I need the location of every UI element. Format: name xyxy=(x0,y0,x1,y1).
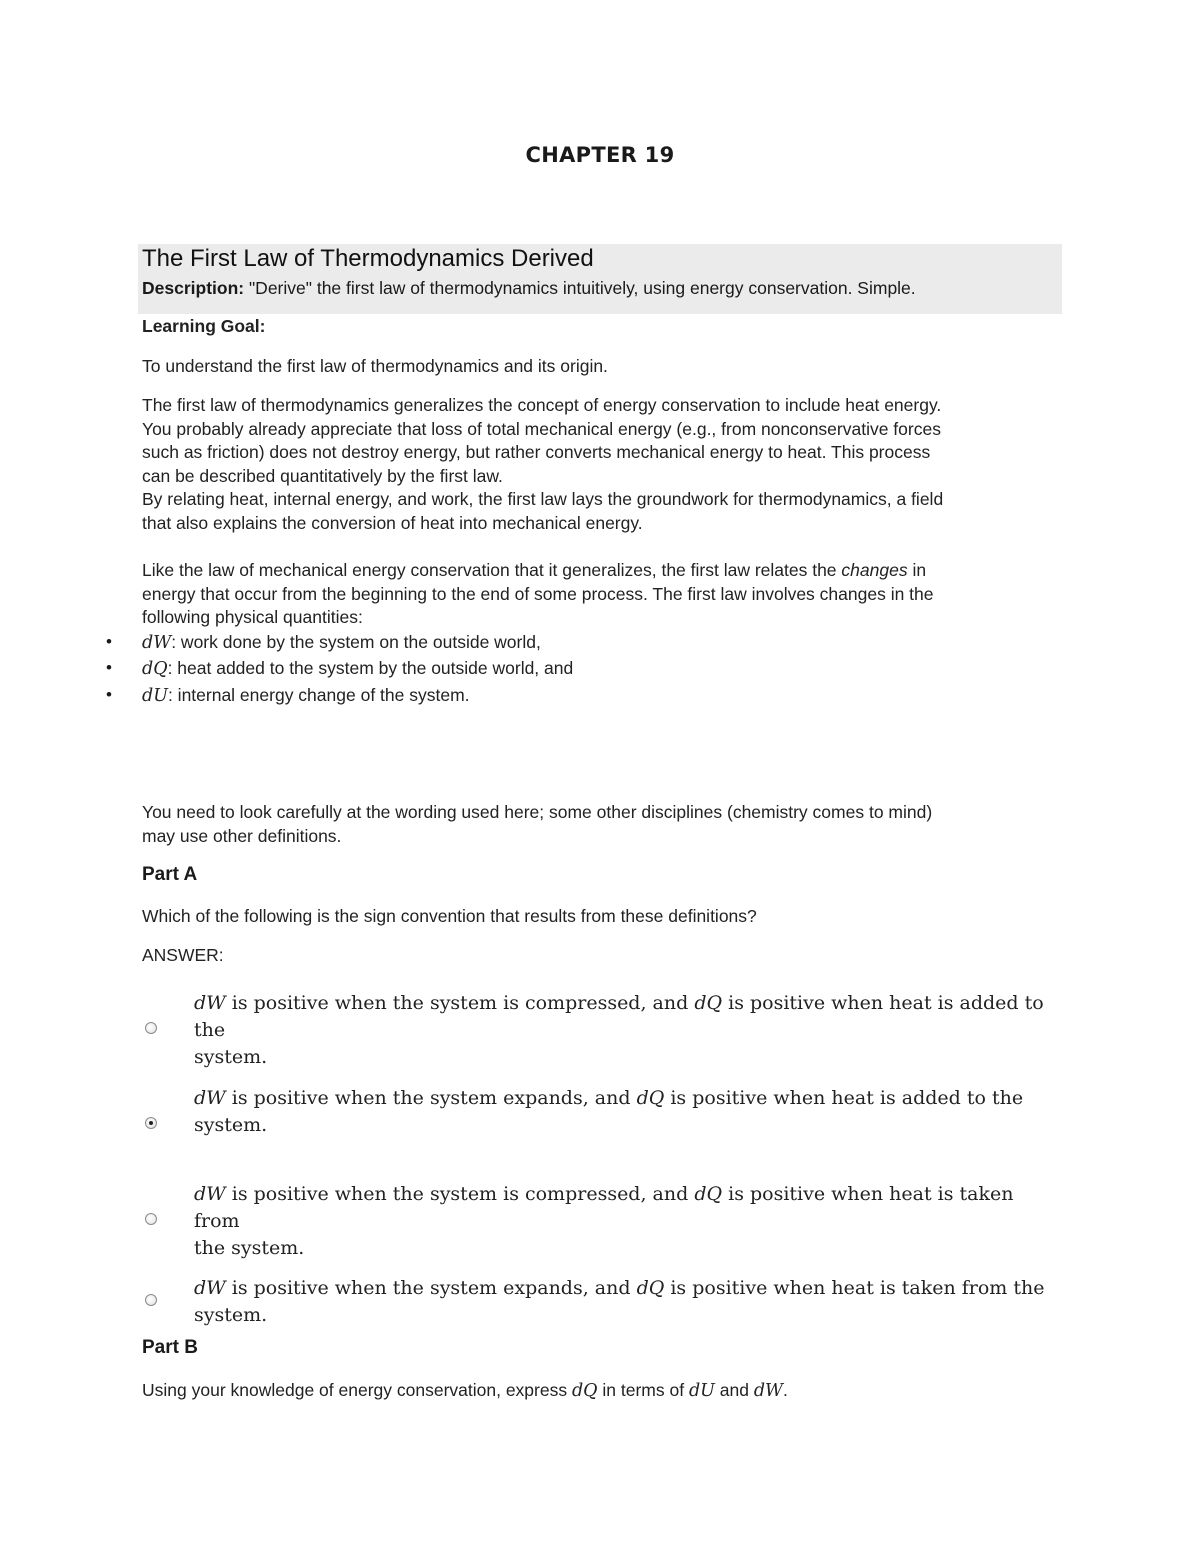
question-text: . xyxy=(783,1380,788,1400)
option-line: system. xyxy=(194,1304,268,1326)
answer-radio-3[interactable] xyxy=(145,1213,157,1225)
bullet-text: : heat added to the system by the outside world, and xyxy=(167,658,574,678)
option-line xyxy=(194,1275,1064,1302)
math-symbol: dW xyxy=(194,992,226,1014)
option-line: system. xyxy=(194,1046,268,1068)
wording-paragraph xyxy=(142,801,1052,848)
bullet-item xyxy=(142,684,470,709)
math-symbol: dQ xyxy=(636,1087,665,1109)
bullet-dot: • xyxy=(106,632,112,651)
answer-radio-2[interactable] xyxy=(145,1117,157,1129)
option-text: is positive when heat is taken from xyxy=(194,1183,1014,1232)
part-b-label: Part B xyxy=(142,1337,198,1358)
option-text: is positive when the system is compressed, and xyxy=(225,1183,695,1205)
intro-line: can be described quantitatively by the first law. xyxy=(142,465,503,486)
option-text: is positive when heat is added to the xyxy=(664,1087,1024,1109)
page-title: The First Law of Thermodynamics Derived xyxy=(142,245,594,272)
description-label: Description: xyxy=(142,278,245,298)
answer-option-1[interactable] xyxy=(194,990,1064,1071)
option-line: the system. xyxy=(194,1237,305,1259)
option-text: is positive when the system expands, and xyxy=(225,1277,637,1299)
bullet-item xyxy=(142,657,573,682)
changes-emphasis: changes xyxy=(841,560,908,580)
math-symbol: dW xyxy=(194,1277,226,1299)
math-symbol: dQ xyxy=(571,1381,598,1401)
option-text: is positive when heat is added to the xyxy=(194,992,1044,1041)
math-symbol: dW xyxy=(194,1087,226,1109)
answer-option-3[interactable] xyxy=(194,1181,1064,1262)
answer-option-2[interactable] xyxy=(194,1085,1064,1139)
option-text: is positive when the system is compressed, and xyxy=(225,992,695,1014)
intro-line: such as friction) does not destroy energy, but rather converts mechanical energy to heat. This process xyxy=(142,442,931,462)
question-text: in terms of xyxy=(597,1380,689,1400)
bullet-item xyxy=(142,631,541,656)
changes-line: following physical quantities: xyxy=(142,607,363,627)
description-text: "Derive" the first law of thermodynamics intuitively, using energy conservation. Simple. xyxy=(244,278,916,298)
part-b-question xyxy=(142,1379,788,1404)
learning-goal-text: To understand the first law of thermodynamics and its origin. xyxy=(142,356,608,376)
part-a-label: Part A xyxy=(142,864,198,885)
math-symbol: dW xyxy=(194,1183,226,1205)
answer-option-4[interactable] xyxy=(194,1275,1064,1329)
intro-line: that also explains the conversion of heat into mechanical energy. xyxy=(142,512,643,533)
intro-paragraph xyxy=(142,394,1052,535)
bullet-text: : internal energy change of the system. xyxy=(167,685,470,705)
wording-line: may use other definitions. xyxy=(142,825,342,846)
option-line xyxy=(194,1085,1064,1112)
math-symbol: dQ xyxy=(694,992,723,1014)
math-symbol: dU xyxy=(142,686,168,706)
math-symbol: dQ xyxy=(694,1183,723,1205)
bullet-dot: • xyxy=(106,658,112,677)
changes-line: energy that occur from the beginning to the end of some process. The first law involves changes in the xyxy=(142,583,934,604)
option-line xyxy=(194,990,1064,1044)
changes-text: Like the law of mechanical energy conservation that it generalizes, the first law relates the xyxy=(142,560,842,580)
chapter-heading: CHAPTER 19 xyxy=(525,143,675,167)
option-line: system. xyxy=(194,1114,268,1136)
bullet-dot: • xyxy=(106,685,112,704)
changes-paragraph xyxy=(142,559,1052,630)
question-text: and xyxy=(714,1380,754,1400)
math-symbol: dW xyxy=(753,1381,784,1401)
intro-line: By relating heat, internal energy, and work, the first law lays the groundwork for thermodynamics, a field xyxy=(142,489,944,509)
option-text: is positive when heat is taken from the xyxy=(664,1277,1045,1299)
answer-radio-4[interactable] xyxy=(145,1294,157,1306)
changes-text: in xyxy=(907,560,927,580)
intro-line: You probably already appreciate that loss of total mechanical energy (e.g., from nonconservative forces xyxy=(142,418,941,439)
question-text: Using your knowledge of energy conservation, express xyxy=(142,1380,572,1400)
math-symbol: dU xyxy=(688,1381,715,1401)
answer-radio-1[interactable] xyxy=(145,1022,157,1034)
wording-line: You need to look carefully at the wording used here; some other disciplines (chemistry comes to mind) xyxy=(142,802,933,822)
intro-line: The first law of thermodynamics generalizes the concept of energy conservation to include heat energy. xyxy=(142,395,942,415)
learning-goal-label: Learning Goal: xyxy=(142,316,266,336)
part-a-question: Which of the following is the sign convention that results from these definitions? xyxy=(142,906,757,926)
option-text: is positive when the system expands, and xyxy=(225,1087,637,1109)
math-symbol: dQ xyxy=(142,659,168,679)
bullet-text: : work done by the system on the outside world, xyxy=(171,632,541,652)
math-symbol: dQ xyxy=(636,1277,665,1299)
changes-line xyxy=(142,559,1052,583)
option-line xyxy=(194,1181,1064,1235)
description xyxy=(142,278,916,299)
math-symbol: dW xyxy=(142,633,172,653)
answer-label: ANSWER: xyxy=(142,945,224,965)
